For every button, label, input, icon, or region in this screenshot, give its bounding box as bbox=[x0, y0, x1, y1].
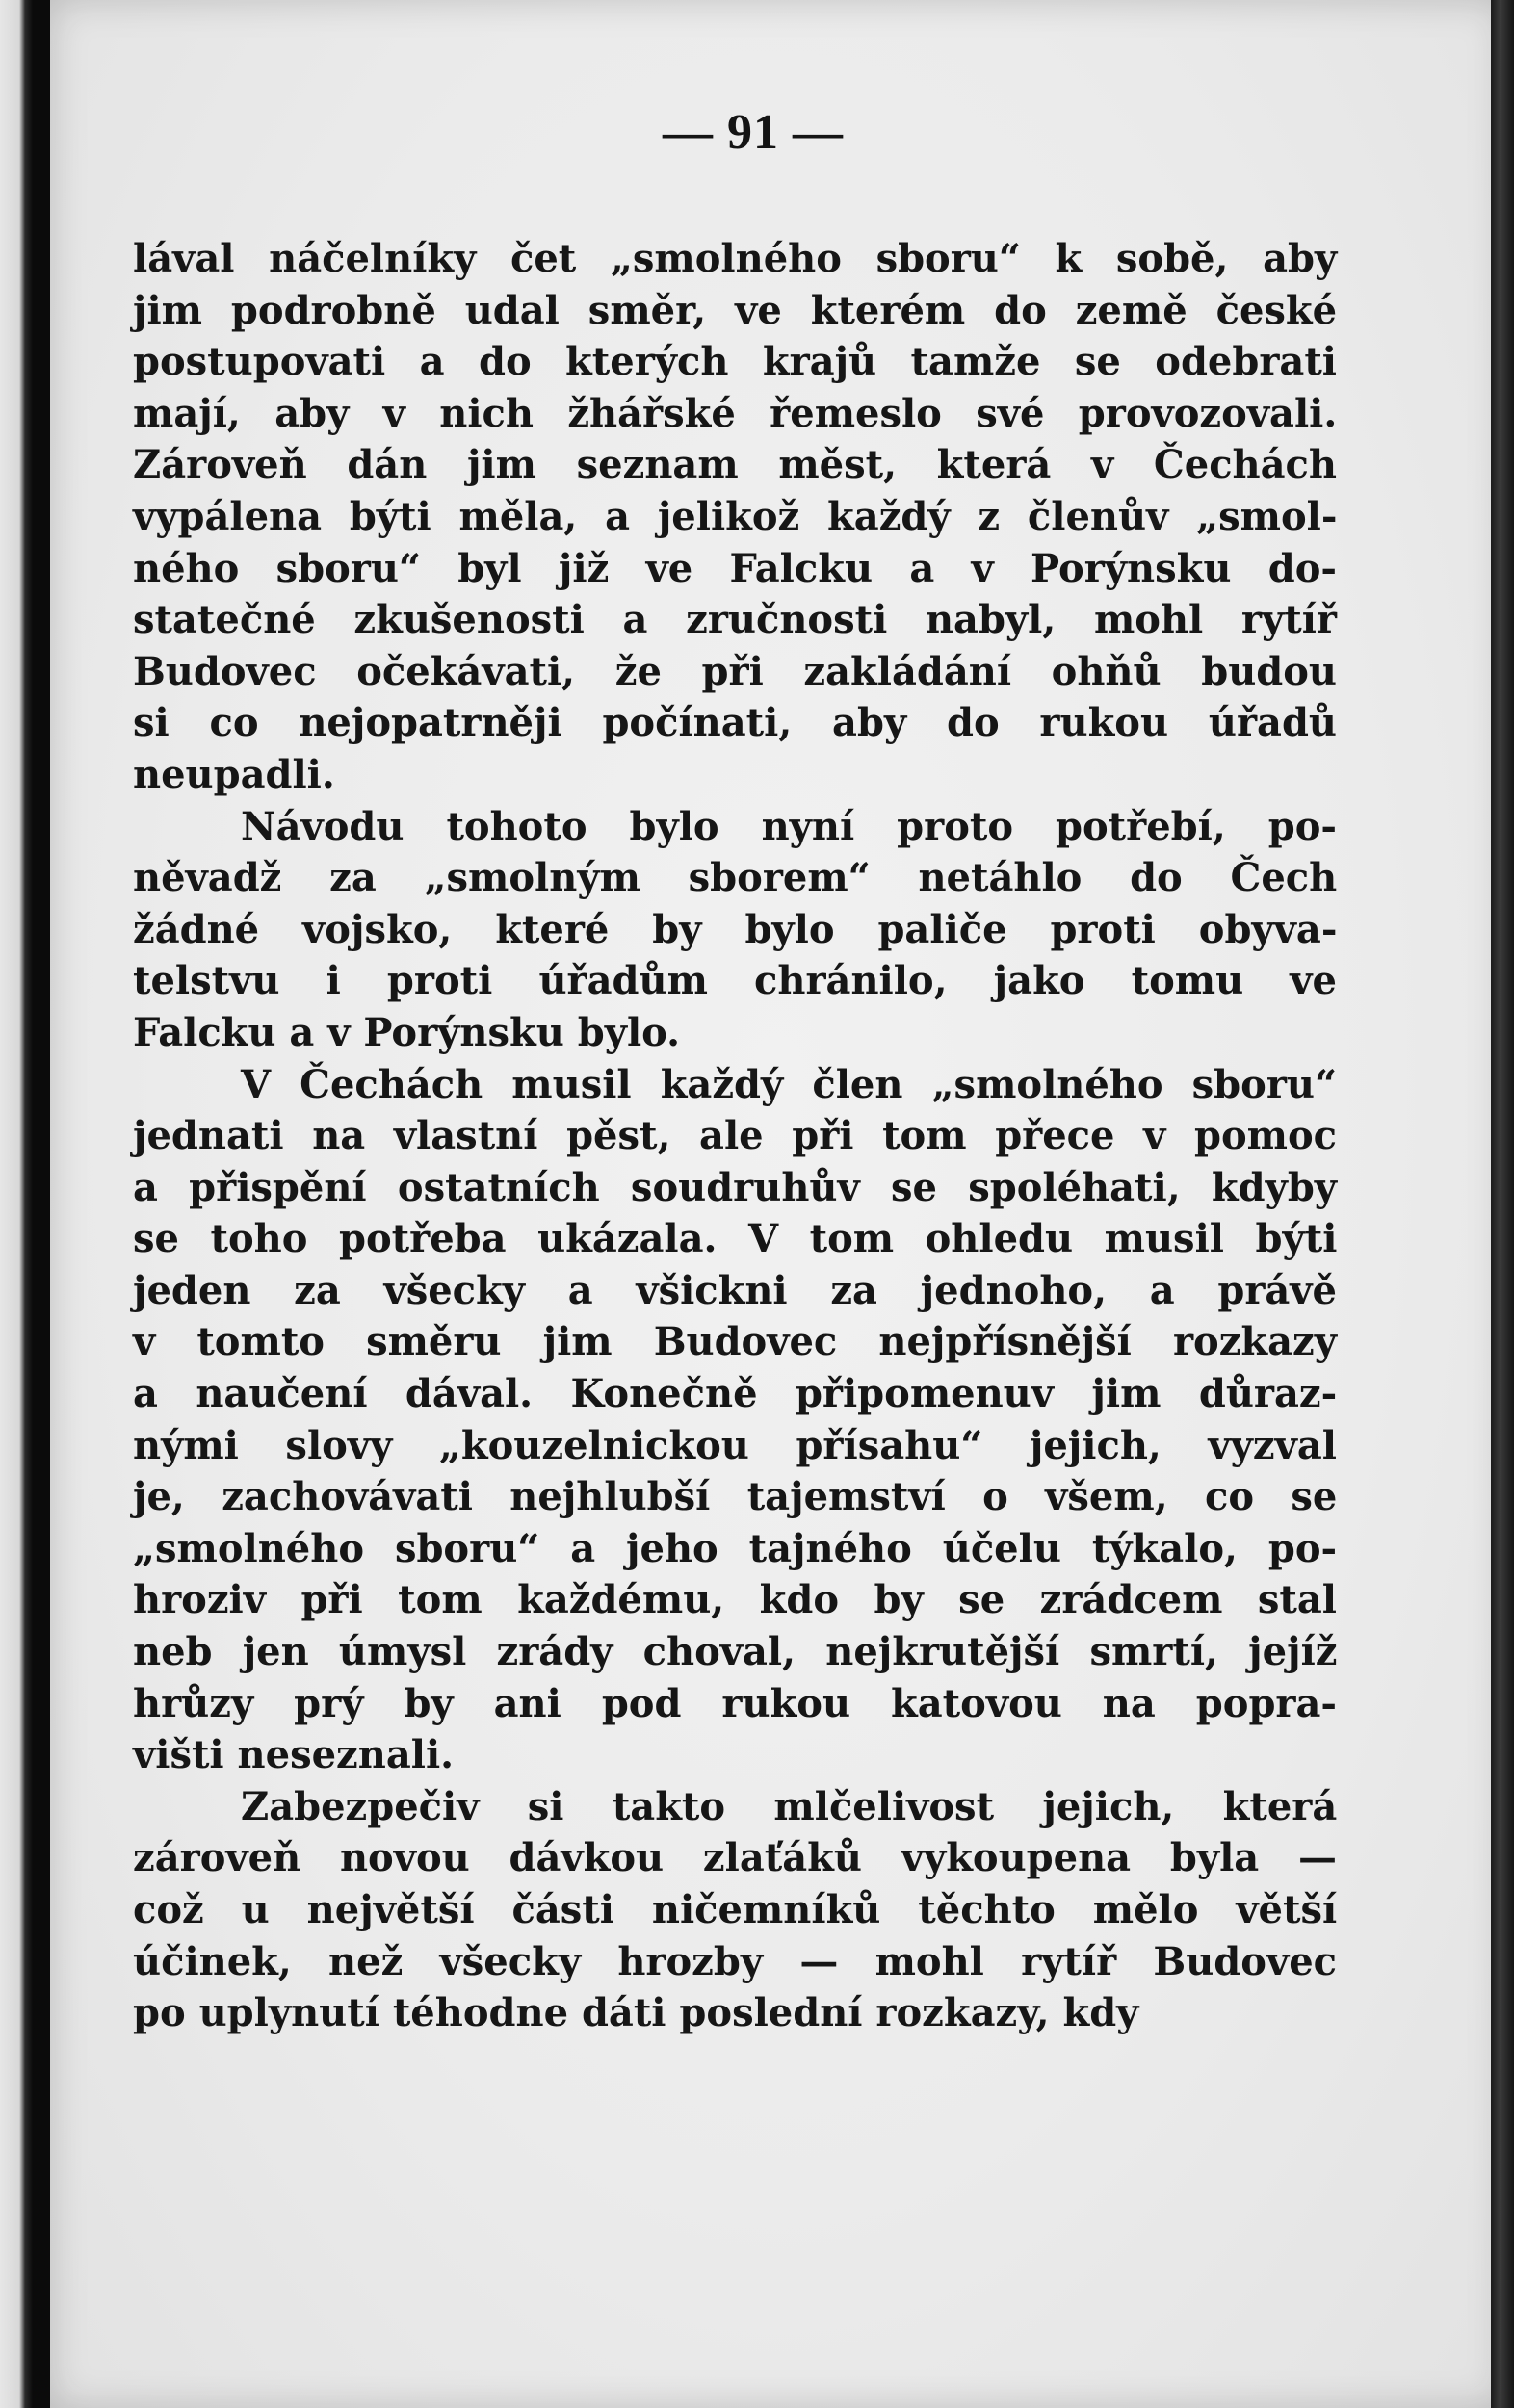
text-line: lával náčelníky čet „smolného sboru“ k sobě, aby bbox=[133, 236, 1338, 281]
paragraph-3 bbox=[133, 1059, 1337, 1781]
text-line: V Čechách musil každý člen „smolného sboru“ bbox=[241, 1061, 1337, 1107]
text-line: hroziv při tom každému, kdo by se zrádcem stal bbox=[133, 1577, 1337, 1623]
text-line: postupovati a do kterých krajů tamže se odebrati bbox=[133, 339, 1337, 385]
paragraph-4 bbox=[133, 1781, 1337, 2039]
text-line: višti neseznali. bbox=[133, 1732, 455, 1778]
text-line: vypálena býti měla, a jelikož každý z členův „smol- bbox=[133, 493, 1338, 539]
text-line: neupadli. bbox=[133, 751, 335, 797]
text-line: si co nejopatrněji počínati, aby do rukou úřadů bbox=[133, 700, 1337, 746]
text-line: „smolného sboru“ a jeho tajného účelu týkalo, po- bbox=[133, 1525, 1338, 1571]
text-line: jednati na vlastní pěst, ale při tom přece v pomoc bbox=[133, 1113, 1337, 1159]
text-line: a přispění ostatních soudruhův se spoléhati, kdyby bbox=[133, 1164, 1338, 1210]
paragraph-2 bbox=[133, 801, 1337, 1059]
page-body-text bbox=[133, 233, 1337, 2039]
text-line: Falcku a v Porýnsku bylo. bbox=[133, 1009, 681, 1055]
text-line: po uplynutí téhodne dáti poslední rozkazy, kdy bbox=[133, 1990, 1139, 2036]
text-line: zároveň novou dávkou zlaťáků vykoupena byla — bbox=[133, 1835, 1337, 1881]
left-page-edge bbox=[0, 0, 33, 2408]
text-line: v tomto směru jim Budovec nejpřísnější rozkazy bbox=[133, 1319, 1337, 1365]
text-line: mají, aby v nich žhářské řemeslo své provozovali. bbox=[133, 390, 1338, 436]
text-line: a naučení dával. Konečně připomenuv jim důraz- bbox=[133, 1371, 1338, 1417]
text-line: telstvu i proti úřadům chránilo, jako tomu ve bbox=[133, 958, 1337, 1004]
text-line: hrůzy prý by ani pod rukou katovou na popra- bbox=[133, 1680, 1337, 1726]
text-line: Návodu tohoto bylo nyní proto potřebí, po- bbox=[241, 803, 1337, 849]
text-line: nými slovy „kouzelnickou přísahu“ jejich, vyzval bbox=[133, 1422, 1337, 1468]
book-page bbox=[50, 0, 1504, 2408]
text-line: účinek, než všecky hrozby — mohl rytíř Budovec bbox=[133, 1938, 1337, 1984]
text-line: je, zachovávati nejhlubší tajemství o všem, co se bbox=[133, 1474, 1338, 1520]
text-line: což u největší části ničemníků těchto mělo větší bbox=[133, 1887, 1338, 1932]
text-line: žádné vojsko, které by bylo paliče proti obyva- bbox=[133, 906, 1338, 952]
text-line: statečné zkušenosti a zručnosti nabyl, mohl rytíř bbox=[133, 597, 1337, 643]
text-line: neb jen úmysl zrády choval, nejkrutější smrtí, jejíž bbox=[133, 1629, 1338, 1675]
text-line: něvadž za „smolným sborem“ netáhlo do Čech bbox=[133, 855, 1338, 901]
page-number-header: — 91 — bbox=[663, 105, 844, 160]
paragraph-1 bbox=[133, 233, 1337, 801]
text-line: jim podrobně udal směr, ve kterém do země české bbox=[133, 287, 1338, 333]
text-line: Zároveň dán jim seznam měst, která v Čechách bbox=[133, 442, 1337, 488]
text-line: Budovec očekávati, že při zakládání ohňů budou bbox=[133, 648, 1337, 694]
text-line: jeden za všecky a všickni za jednoho, a právě bbox=[133, 1267, 1337, 1313]
text-line: se toho potřeba ukázala. V tom ohledu musil býti bbox=[133, 1216, 1338, 1262]
text-line: ného sboru“ byl již ve Falcku a v Porýnsku do- bbox=[133, 545, 1337, 591]
right-page-edge bbox=[1491, 0, 1514, 2408]
text-line: Zabezpečiv si takto mlčelivost jejich, která bbox=[241, 1783, 1338, 1829]
